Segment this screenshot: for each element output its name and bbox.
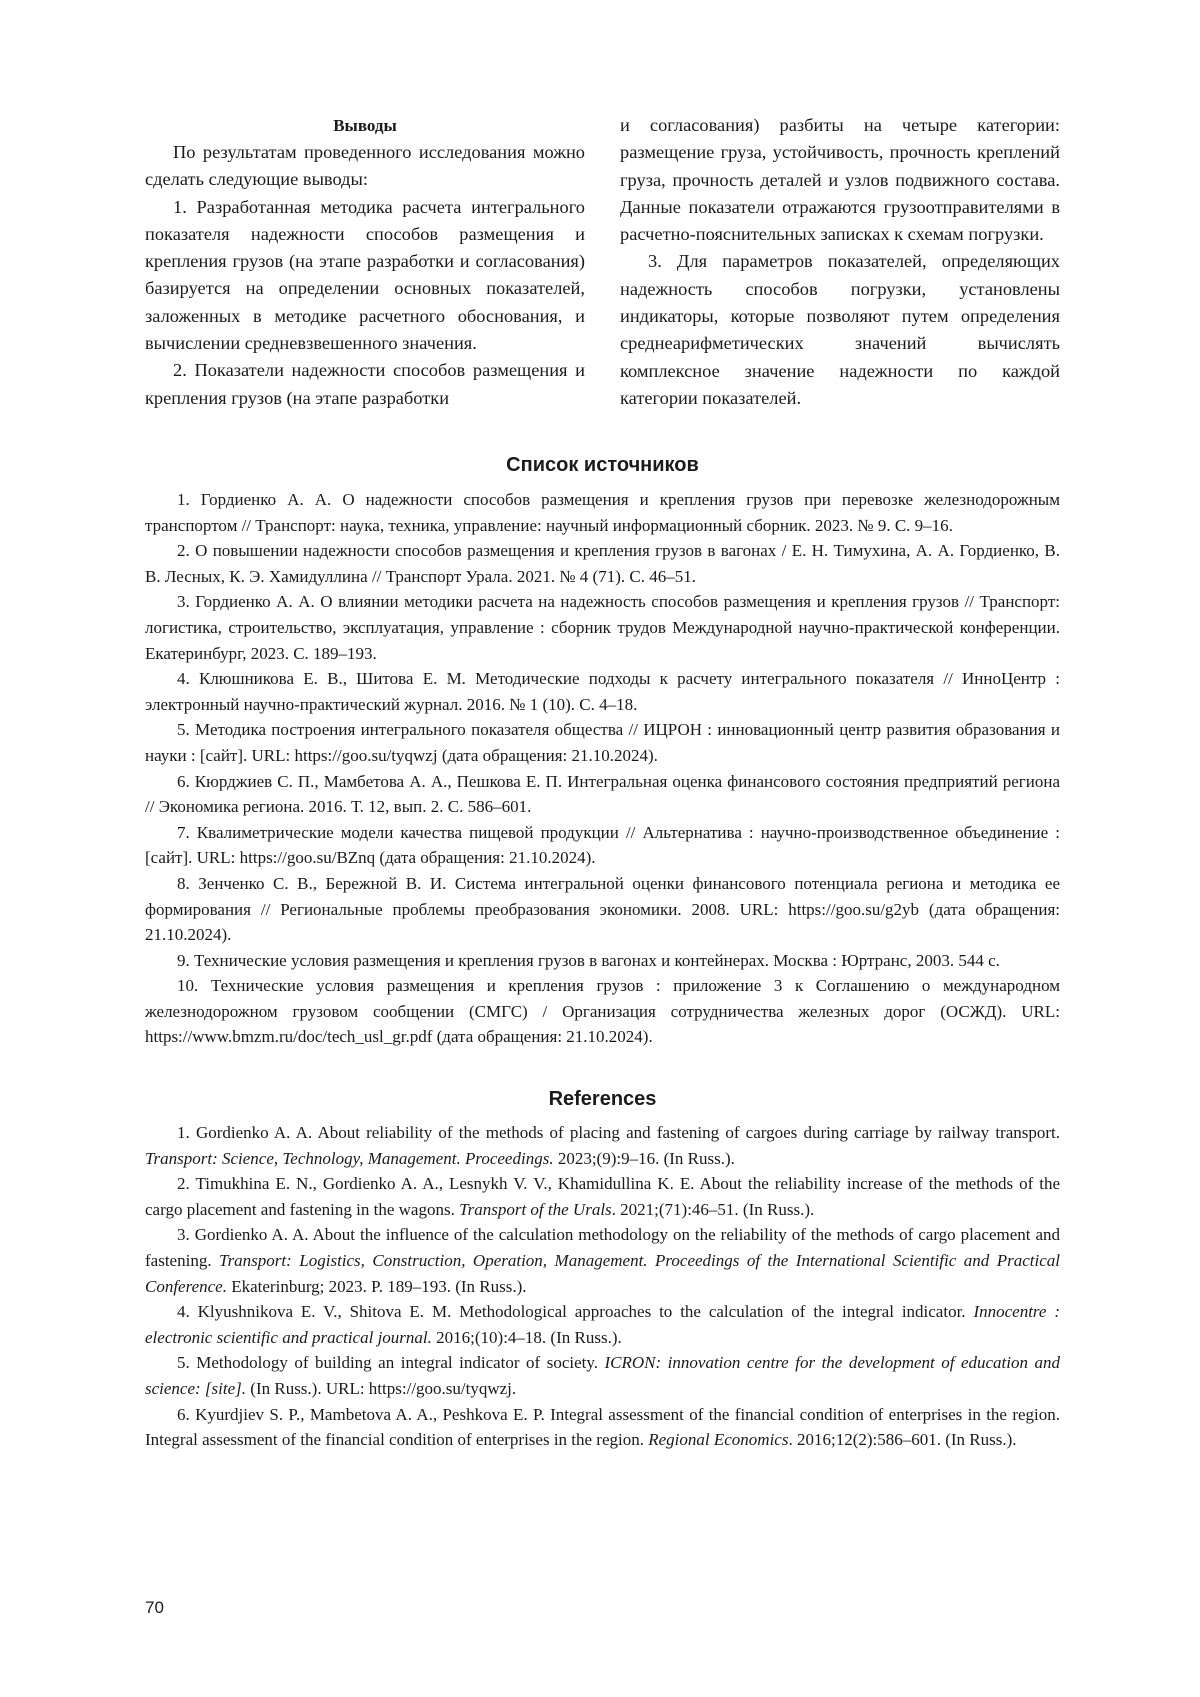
source-item: 2. О повышении надежности способов размещения и крепления грузов в вагонах / Е. Н. Тимухина, А. А. Гордиенко, В. В. Лесных, К. Э. Хамидуллина // Транспорт Урала. 2021. № 4 (71). С. 46–51. bbox=[145, 541, 1060, 586]
source-item: 3. Гордиенко А. А. О влиянии методики расчета на надежность способов размещения и крепления грузов // Транспорт: логистика, строительство, эксплуатация, управление : сборник трудов Международной научно-практической конференции. Екатеринбург, 2023. С. 189–193. bbox=[145, 592, 1060, 663]
source-item: 5. Методика построения интегрального показателя общества // ИЦРОН : инновационный центр развития образования и науки : [сайт]. URL: https://goo.su/tyqwzj (дата обращения: 21.10.2024). bbox=[145, 720, 1060, 765]
source-item: 7. Квалиметрические модели качества пищевой продукции // Альтернатива : научно-производственное объединение : [сайт]. URL: https://goo.su/BZnq (дата обращения: 21.10.2024). bbox=[145, 822, 1060, 868]
reference-journal: Regional Economics bbox=[648, 1430, 789, 1450]
conclusions-paragraph: 2. Показатели надежности способов размещения и крепления грузов (на этапе разработки bbox=[145, 360, 585, 408]
reference-journal: ICRON: innovation centre for the development of education and science: [site]. bbox=[145, 1353, 1060, 1398]
reference-item: 5. Methodology of building an integral indicator of society. ICRON: innovation centre for the development of education and science: [site]. (In Russ.). URL: https://goo.su/tyqwzj. bbox=[145, 1353, 1060, 1398]
sources-list bbox=[145, 487, 1060, 1050]
conclusions-paragraph: и согласования) разбиты на четыре категории: размещение груза, устойчивость, прочность креплений груза, прочность деталей и узлов подвижного состава. Данные показатели отражаются грузоотправителями в расчетно-пояснительных записках к схемам погрузки. bbox=[620, 115, 1060, 245]
source-item: 6. Кюрджиев С. П., Мамбетова А. А., Пешкова Е. П. Интегральная оценка финансового состояния предприятий региона // Экономика региона. 2016. Т. 12, вып. 2. С. 586–601. bbox=[145, 771, 1060, 817]
conclusions-paragraph: По результатам проведенного исследования можно сделать следующие выводы: bbox=[145, 142, 585, 190]
source-item: 9. Технические условия размещения и крепления грузов в вагонах и контейнерах. Москва : Юртранс, 2003. 544 с. bbox=[177, 950, 1000, 970]
reference-journal: Transport: Logistics, Construction, Operation, Management. Proceedings of the International Scientific and Practical Conference. bbox=[145, 1250, 1060, 1296]
reference-item: 1. Gordienko A. A. About reliability of the methods of placing and fastening of cargoes during carriage by railway transport. Transport: Science, Technology, Management. Proceedings. 2023;(9):9–16. (In Russ.). bbox=[145, 1123, 1060, 1168]
page-number: 70 bbox=[145, 1598, 164, 1617]
conclusions-right-column bbox=[620, 112, 1060, 412]
references-list bbox=[145, 1120, 1060, 1453]
reference-journal: Innocentre : electronic scientific and practical journal. bbox=[145, 1302, 1061, 1347]
reference-journal: Transport: Science, Technology, Management. Proceedings. bbox=[145, 1148, 554, 1168]
conclusions-paragraph: 1. Разработанная методика расчета интегрального показателя надежности способов размещения и крепления грузов (на этапе разработки и согласования) базируется на определении основных показателей, заложенных в методике расчетного обоснования, и вычислении средневзвешенного значения. bbox=[145, 196, 585, 354]
conclusions-heading: Выводы bbox=[333, 116, 397, 135]
source-item: 4. Клюшникова Е. В., Шитова Е. М. Методические подходы к расчету интегрального показателя // ИнноЦентр : электронный научно-практический журнал. 2016. № 1 (10). С. 4–18. bbox=[145, 669, 1060, 714]
reference-journal: Transport of the Urals bbox=[459, 1199, 612, 1219]
reference-item: 6. Kyurdjiev S. P., Mambetova A. A., Peshkova E. P. Integral assessment of the financial condition of enterprises in the region. Integral assessment of the financial condition of enterprises in the region. Regional Economics. 2016;12(2):586–601. (In Russ.). bbox=[145, 1404, 1060, 1450]
conclusions-left-column bbox=[145, 112, 585, 412]
reference-item: 3. Gordienko A. A. About the influence of the calculation methodology on the reliability of the methods of cargo placement and fastening. Transport: Logistics, Construction, Operation, Management. Proceedings of the International Scientific and Practical Conference. Ekaterinburg; 2023. P. 189–193. (In Russ.). bbox=[145, 1225, 1060, 1296]
sources-heading: Список источников bbox=[506, 454, 699, 476]
source-item: 8. Зенченко С. В., Бережной В. И. Система интегральной оценки финансового потенциала региона и методика ее формирования // Региональные проблемы преобразования экономики. 2008. URL: https://goo.su/g2yb (дата обращения: 21.10.2024). bbox=[145, 873, 1060, 945]
reference-item: 4. Klyushnikova E. V., Shitova E. M. Methodological approaches to the calculation of the integral indicator. Innocentre : electronic scientific and practical journal. 2016;(10):4–18. (In Russ.). bbox=[145, 1302, 1061, 1347]
source-item: 1. Гордиенко А. А. О надежности способов размещения и крепления грузов при перевозке железнодорожным транспортом // Транспорт: наука, техника, управление: научный информационный сборник. 2023. № 9. С. 9–16. bbox=[145, 490, 1060, 535]
references-heading: References bbox=[548, 1088, 657, 1110]
conclusions-paragraph: 3. Для параметров показателей, определяющих надежность способов погрузки, установлены индикаторы, которые позволяют путем определения среднеарифметических значений вычислять комплексное значение надежности по каждой категории показателей. bbox=[620, 251, 1060, 408]
source-item: 10. Технические условия размещения и крепления грузов : приложение 3 к Соглашению о международном железнодорожном грузовом сообщении (СМГС) / Организация сотрудничества железных дорог (ОСЖД). URL: https://www.bmzm.ru/doc/tech_usl_gr.pdf (дата обращения: 21.10.2024). bbox=[145, 976, 1060, 1047]
reference-item: 2. Timukhina E. N., Gordienko A. A., Lesnykh V. V., Khamidullina K. E. About the reliability increase of the methods of the cargo placement and fastening in the wagons. Transport of the Urals. 2021;(71):46–51. (In Russ.). bbox=[145, 1174, 1060, 1219]
